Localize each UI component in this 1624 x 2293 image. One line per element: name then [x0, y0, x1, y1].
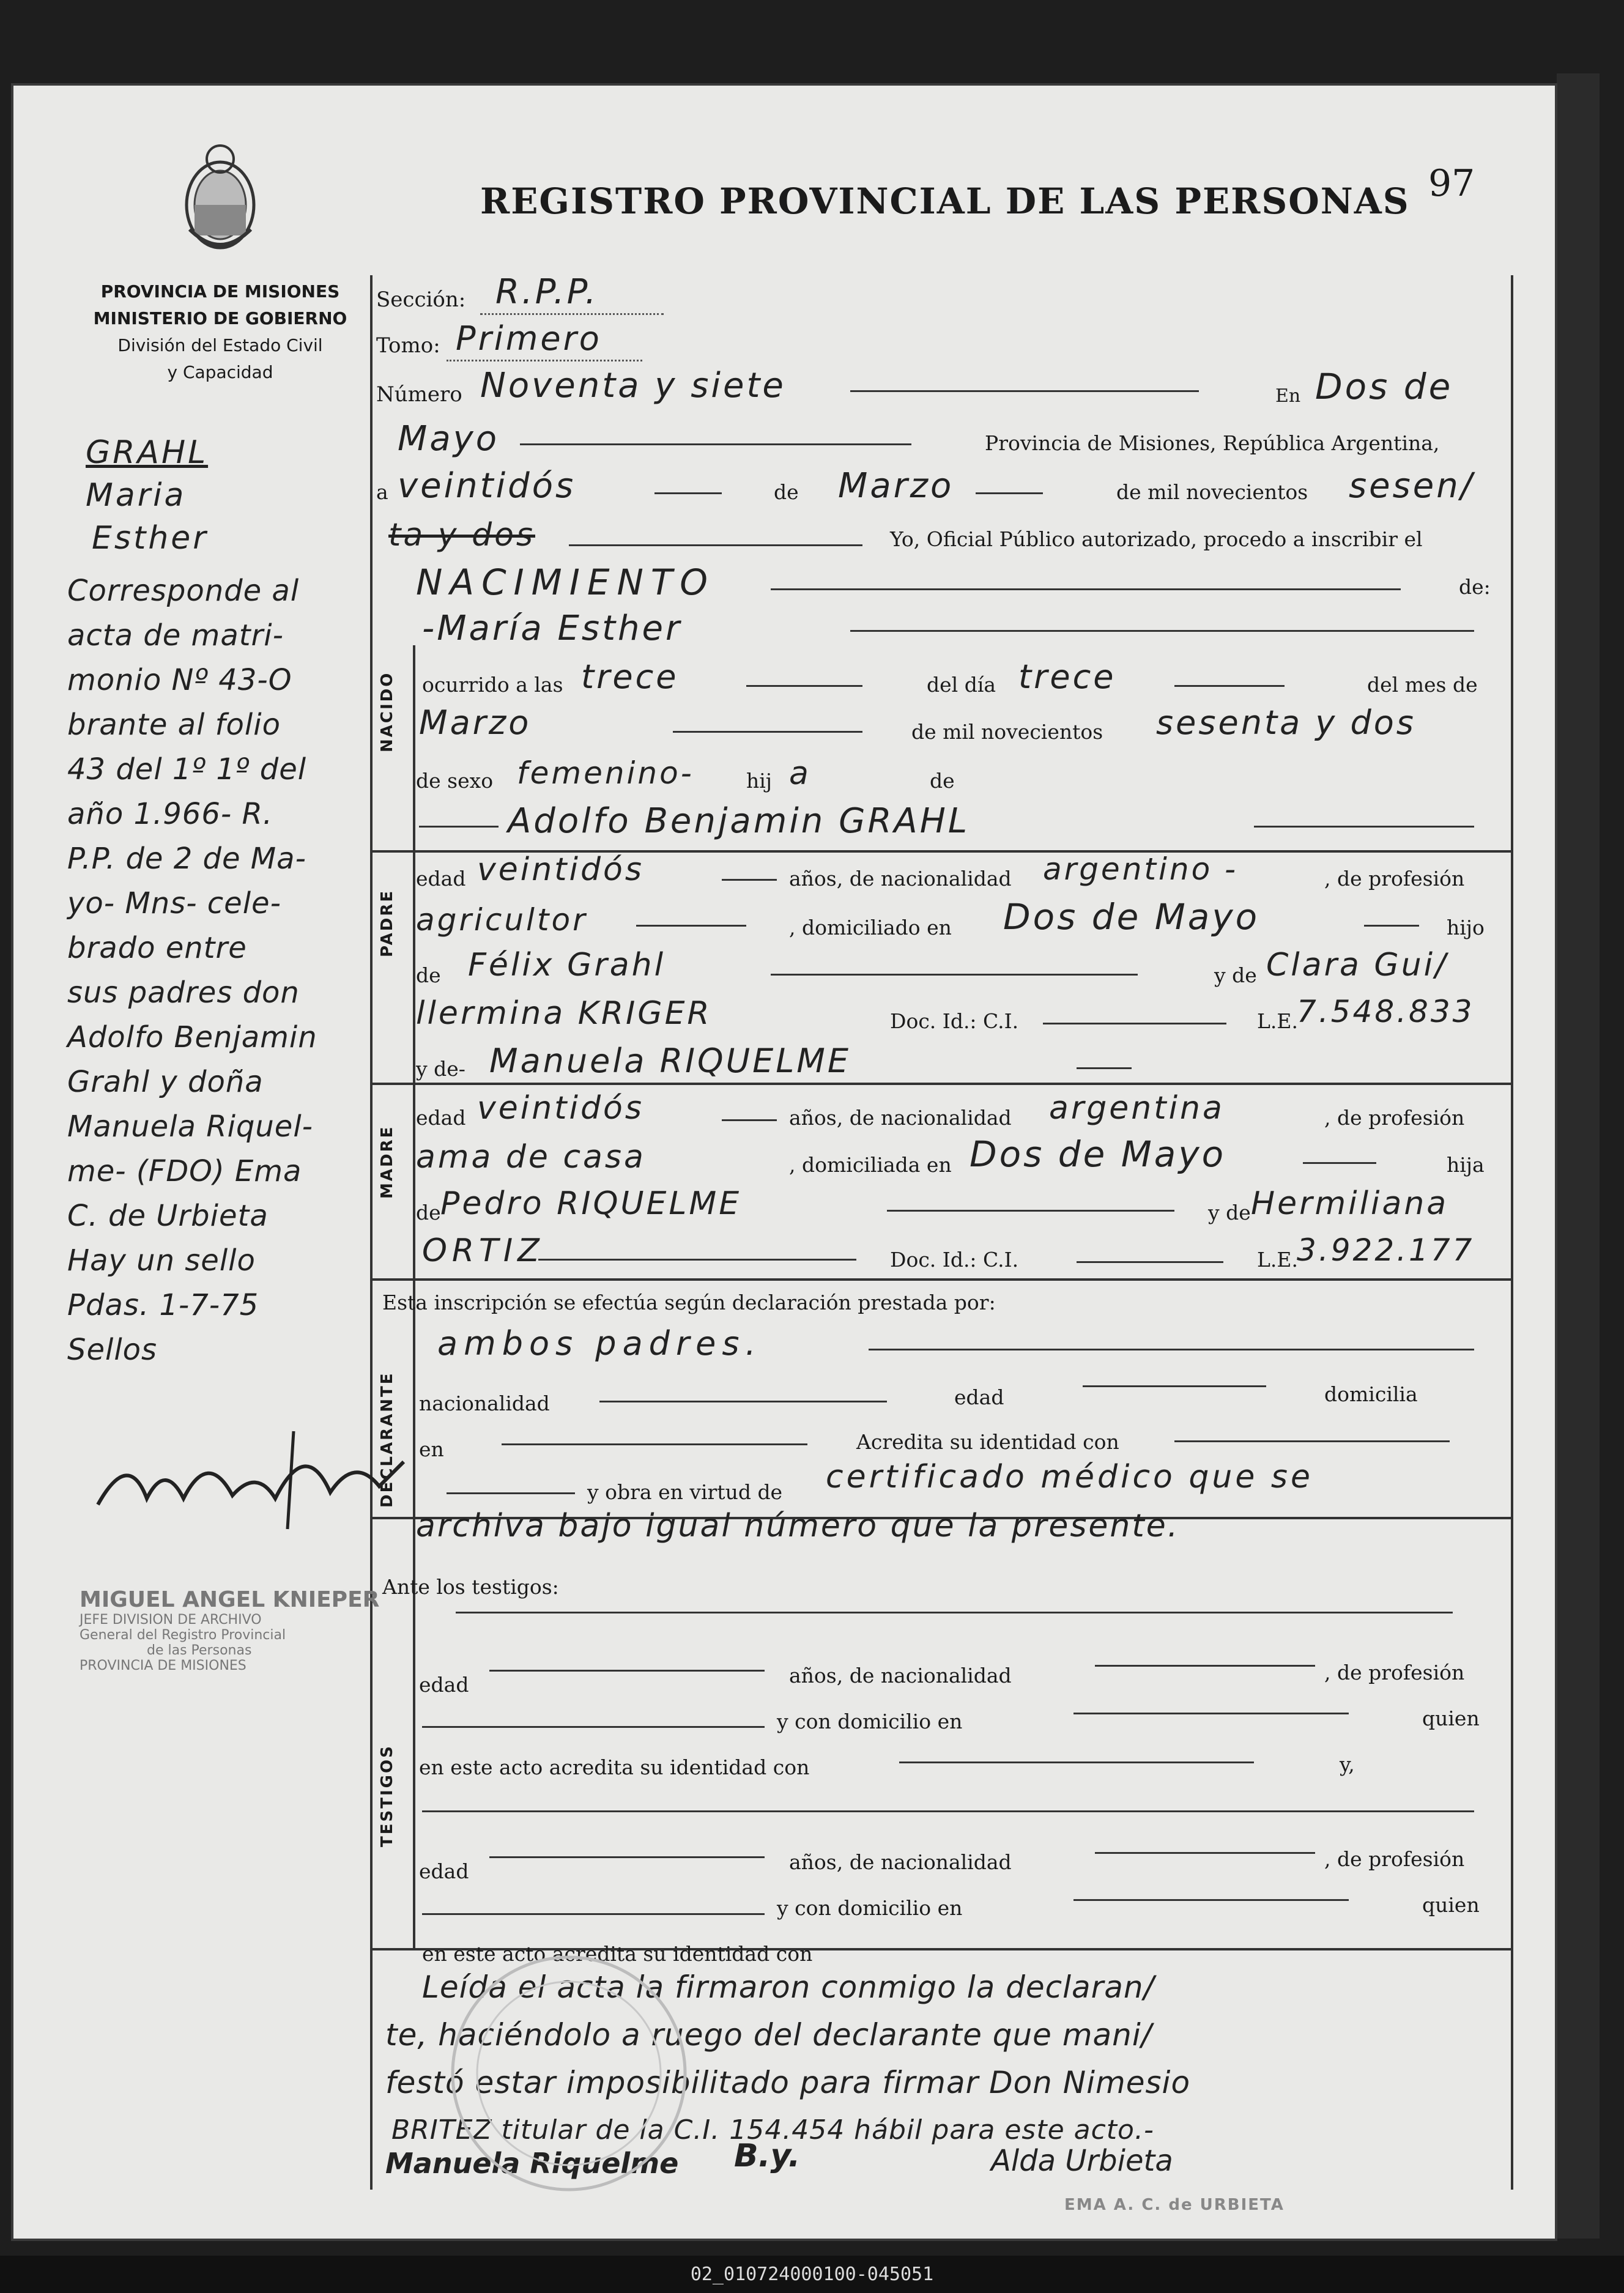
father-age: veintidós [477, 851, 644, 888]
con-domicilio-label-t1: y con domicilio en [777, 1710, 963, 1733]
hij-label: hij [746, 769, 773, 793]
mother-name: Manuela RIQUELME [489, 1042, 851, 1080]
decl-text: Esta inscripción se efectúa según declaración prestada por: [382, 1291, 996, 1314]
acto-label-t1: en este acto acredita su identidad con [419, 1755, 810, 1779]
label-nacido: NACIDO [378, 671, 396, 752]
person-rule [850, 630, 1474, 632]
stamp-line3: General del Registro Provincial [80, 1628, 286, 1643]
prof-label-t1: , de profesión [1324, 1661, 1465, 1684]
stamp-name: MIGUEL ANGEL KNIEPER [80, 1587, 380, 1612]
domicilia-label: domicilia [1324, 1382, 1418, 1406]
decl-nat-rule [599, 1401, 887, 1402]
stamp-line2: JEFE DIVISION DE ARCHIVO [80, 1612, 262, 1628]
nac-label-m: años, de nacionalidad [789, 1106, 1012, 1130]
tomo-value: Primero [456, 319, 602, 358]
y-de-label2: y de- [416, 1057, 465, 1081]
sexo-label: de sexo [416, 769, 494, 793]
margin-name2: Esther [92, 520, 209, 557]
prof-label: , de profesión [1324, 867, 1465, 891]
stamp-line4: de las Personas [147, 1643, 252, 1658]
margin-line: Corresponde al [67, 574, 300, 608]
birth-day-value: trece [1018, 658, 1116, 696]
margin-line: Sellos [67, 1333, 158, 1367]
label-padre: PADRE [378, 889, 396, 957]
margin-signature-icon [92, 1425, 410, 1535]
father-mother-b: llermina KRIGER [416, 995, 712, 1032]
a-label: a [376, 480, 388, 504]
seccion-value: R.P.P. [495, 272, 599, 312]
year-rule [569, 544, 862, 546]
official-text: Yo, Oficial Público autorizado, procedo a inscribir el [890, 527, 1423, 551]
en-label2: en [419, 1437, 444, 1461]
place-value-a: Dos de [1315, 366, 1453, 407]
testigo2-age-rule [489, 1856, 765, 1858]
tomo-label: Tomo: [376, 333, 440, 358]
stamp-line5: PROVINCIA DE MISIONES [80, 1658, 247, 1673]
testigo2-prof-rule [422, 1913, 765, 1915]
issuer-block [61, 278, 379, 386]
decl-lead-rule [447, 1492, 575, 1494]
testigo2-nat-rule [1095, 1852, 1315, 1854]
father-dom-rule [1364, 925, 1419, 927]
mil-label: de mil novecientos [911, 720, 1103, 744]
father-doc-rule [1043, 1023, 1226, 1024]
testigo2-id-rule [884, 1948, 1471, 1950]
father-father: Félix Grahl [468, 947, 666, 984]
doc-label-m: Doc. Id.: C.I. [890, 1248, 1019, 1272]
tomo-rule [447, 360, 642, 361]
seccion-label: Sección: [376, 287, 466, 312]
de-colon: de: [1459, 575, 1491, 599]
label-madre: MADRE [378, 1125, 396, 1199]
prof-label-m: , de profesión [1324, 1106, 1465, 1130]
ocurrido-label: ocurrido a las [422, 673, 563, 697]
testigo1-nat-rule [1095, 1665, 1315, 1667]
testigo2-dom-rule [1073, 1899, 1349, 1901]
acto-label-t2: en este acto acredita su identidad con [422, 1942, 813, 1966]
father-mother-a: Clara Gui/ [1266, 947, 1448, 984]
numero-value: Noventa y siete [480, 366, 786, 406]
father-lead-rule [419, 826, 499, 828]
decl-value: ambos padres. [437, 1324, 762, 1363]
margin-line: Hay un sello [67, 1243, 256, 1278]
province-text: Provincia de Misiones, República Argentina, [985, 431, 1440, 455]
month-value: Marzo [838, 466, 954, 506]
obra-label: y obra en virtud de [587, 1480, 783, 1504]
place-rule [520, 443, 911, 445]
edad-label-t2: edad [419, 1859, 469, 1883]
mother-dom-rule [1303, 1162, 1376, 1164]
mother-age-rule [722, 1119, 777, 1121]
margin-line: P.P. de 2 de Ma- [67, 842, 306, 876]
official-stamp: EMA A. C. de URBIETA [1064, 2196, 1285, 2214]
mother-age: veintidós [477, 1090, 644, 1127]
de-label3: de [416, 963, 441, 987]
hour-rule [746, 685, 862, 687]
acredita-label: Acredita su identidad con [856, 1430, 1119, 1454]
margin-line: C. de Urbieta [67, 1199, 269, 1233]
testigo1-age-rule [489, 1670, 765, 1672]
edad-label-t1: edad [419, 1673, 469, 1697]
hija-label: hija [1447, 1153, 1485, 1177]
mother-le: 3.922.177 [1297, 1232, 1475, 1268]
day-rule [654, 492, 722, 494]
margin-line: monio Nº 43-O [67, 663, 292, 697]
birth-day-rule [1174, 685, 1285, 687]
nac-label-t2: años, de nacionalidad [789, 1850, 1012, 1874]
book-spine [1557, 73, 1600, 2239]
closing-line: Leída el acta la firmaron conmigo la declaran/ [422, 1969, 1155, 2005]
birth-month-value: Marzo [419, 703, 532, 742]
decl-id-rule [1174, 1440, 1450, 1442]
signature-witness: B.y. [734, 2138, 801, 2174]
person-value: -María Esther [422, 609, 683, 648]
decl-rule [869, 1349, 1474, 1350]
edad-label-d: edad [954, 1385, 1004, 1409]
year-value-b: ta y dos [388, 517, 535, 554]
circular-seal-icon [440, 1921, 697, 2226]
testigo1-prof-rule [422, 1726, 765, 1728]
del-mes-label: del mes de [1367, 673, 1478, 697]
father-prof: agricultor [416, 902, 588, 938]
margin-line: me- (FDO) Ema [67, 1154, 302, 1188]
margin-line: brado entre [67, 931, 247, 965]
birth-year-value: sesenta y dos [1156, 703, 1416, 742]
hij-suffix: a [789, 755, 811, 792]
prof-label-t2: , de profesión [1324, 1847, 1465, 1871]
numero-rule [850, 390, 1199, 392]
father-prof-rule [636, 925, 746, 927]
numero-label: Número [376, 382, 462, 407]
place-value-b: Mayo [398, 419, 500, 459]
father-name: Adolfo Benjamin GRAHL [508, 801, 970, 841]
le-label: L.E. [1257, 1009, 1298, 1033]
mother-prof: ama de casa [416, 1139, 646, 1176]
mother-dom: Dos de Mayo [970, 1133, 1226, 1175]
page-title: REGISTRO PROVINCIAL DE LAS PERSONAS [480, 180, 1410, 222]
mother-mother-b: ORTIZ [422, 1232, 544, 1269]
obra-value-b: archiva bajo igual número que la presente. [416, 1508, 1180, 1544]
ministry-name: MINISTERIO DE GOBIERNO [93, 308, 347, 328]
division-line1: División del Estado Civil [117, 335, 323, 355]
edad-label: edad [416, 867, 466, 891]
testigo1-name-rule [456, 1612, 1453, 1613]
frame-right-rule [1511, 275, 1513, 2190]
margin-line: 43 del 1º 1º del [67, 752, 307, 787]
mother-father: Pedro RIQUELME [440, 1185, 742, 1222]
domic-label: , domiciliado en [789, 916, 952, 939]
de-label2: de [930, 769, 955, 793]
le-label-m: L.E. [1257, 1248, 1298, 1272]
edad-label-m: edad [416, 1106, 466, 1130]
father-le: 7.548.833 [1297, 994, 1475, 1029]
margin-line: sus padres don [67, 976, 300, 1010]
closing-line: festó estar imposibilitado para firmar Don Nimesio [385, 2065, 1191, 2100]
label-declarante: DECLARANTE [378, 1371, 396, 1508]
rule-madre [370, 1278, 1511, 1281]
testigo1-dom-rule [1073, 1713, 1349, 1714]
frame-left-rule [370, 275, 373, 2190]
testigo1-id-rule [899, 1761, 1254, 1763]
label-testigos: TESTIGOS [378, 1744, 396, 1847]
nac-label: años, de nacionalidad [789, 867, 1012, 891]
father-dom: Dos de Mayo [1003, 896, 1260, 938]
margin-line: yo- Mns- cele- [67, 886, 281, 921]
year-label: de mil novecientos [1116, 480, 1308, 504]
hour-value: trece [581, 658, 679, 696]
hijo-label: hijo [1447, 916, 1485, 939]
father-nat: argentino - [1043, 851, 1239, 887]
y-comma: y, [1340, 1752, 1355, 1776]
month-rule [976, 492, 1043, 494]
coat-of-arms-icon [177, 138, 263, 254]
margin-line: Pdas. 1-7-75 [67, 1288, 259, 1322]
province-name: PROVINCIA DE MISIONES [100, 281, 340, 302]
archive-stamp [80, 1587, 410, 1673]
obra-value-a: certificado médico que se [826, 1459, 1313, 1495]
quien-label-t2: quien [1422, 1893, 1480, 1917]
margin-note [67, 569, 370, 1372]
father-father-rule [771, 974, 1138, 976]
mother-mother-rule [538, 1259, 856, 1261]
page-number: 97 [1428, 162, 1475, 205]
father-age-rule [722, 879, 777, 881]
rule-padre [370, 1083, 1511, 1085]
y-de-label: y de [1214, 963, 1257, 987]
mother-name-rule [1077, 1067, 1132, 1069]
del-dia-label: del día [927, 673, 996, 697]
doc-label: Doc. Id.: C.I. [890, 1009, 1019, 1033]
de-label4: de [416, 1201, 441, 1224]
nac-label-t1: años, de nacionalidad [789, 1664, 1012, 1687]
mother-mother-a: Hermiliana [1251, 1185, 1449, 1222]
act-rule [771, 588, 1401, 590]
day-value: veintidós [398, 466, 576, 506]
de-label: de [774, 480, 799, 504]
domic-label-m: , domiciliada en [789, 1153, 952, 1177]
closing-line: BRITEZ titular de la C.I. 154.454 hábil para este acto.- [391, 2114, 1154, 2146]
nacionalidad-label: nacionalidad [419, 1391, 550, 1415]
margin-name1: Maria [86, 477, 187, 514]
signature-mother: Manuela Riquelme [385, 2147, 679, 2180]
year-value-a: sesen/ [1349, 466, 1475, 506]
division-line2: y Capacidad [167, 362, 273, 382]
signature-official: Alda Urbieta [991, 2144, 1173, 2178]
act-value: NACIMIENTO [416, 561, 715, 603]
margin-line: Adolfo Benjamin [67, 1020, 317, 1054]
mother-doc-rule [1077, 1261, 1223, 1263]
margin-line: Manuela Riquel- [67, 1109, 313, 1144]
mother-nat: argentina [1049, 1090, 1225, 1127]
testigo2-name-rule [422, 1810, 1474, 1812]
y-de-label3: y de [1208, 1201, 1251, 1224]
margin-line: Grahl y doña [67, 1065, 264, 1099]
en-label: En [1275, 385, 1301, 407]
decl-dom-rule [502, 1443, 807, 1445]
decl-age-rule [1083, 1385, 1266, 1387]
closing-line: te, haciéndolo a ruego del declarante que mani/ [385, 2017, 1152, 2053]
testigos-intro: Ante los testigos: [382, 1575, 559, 1599]
con-domicilio-label-t2: y con domicilio en [777, 1896, 963, 1920]
margin-surname: GRAHL [86, 434, 209, 471]
mother-father-rule [887, 1210, 1174, 1212]
margin-line: brante al folio [67, 708, 281, 742]
margin-line: acta de matri- [67, 618, 284, 653]
margin-line: año 1.966- R. [67, 797, 273, 831]
quien-label-t1: quien [1422, 1706, 1480, 1730]
birth-month-rule [673, 731, 862, 733]
image-id-footer: 02_010724000100-045051 [0, 2256, 1624, 2293]
sexo-value: femenino- [517, 755, 694, 791]
father-name-rule [1254, 826, 1474, 828]
seccion-rule [480, 313, 664, 315]
